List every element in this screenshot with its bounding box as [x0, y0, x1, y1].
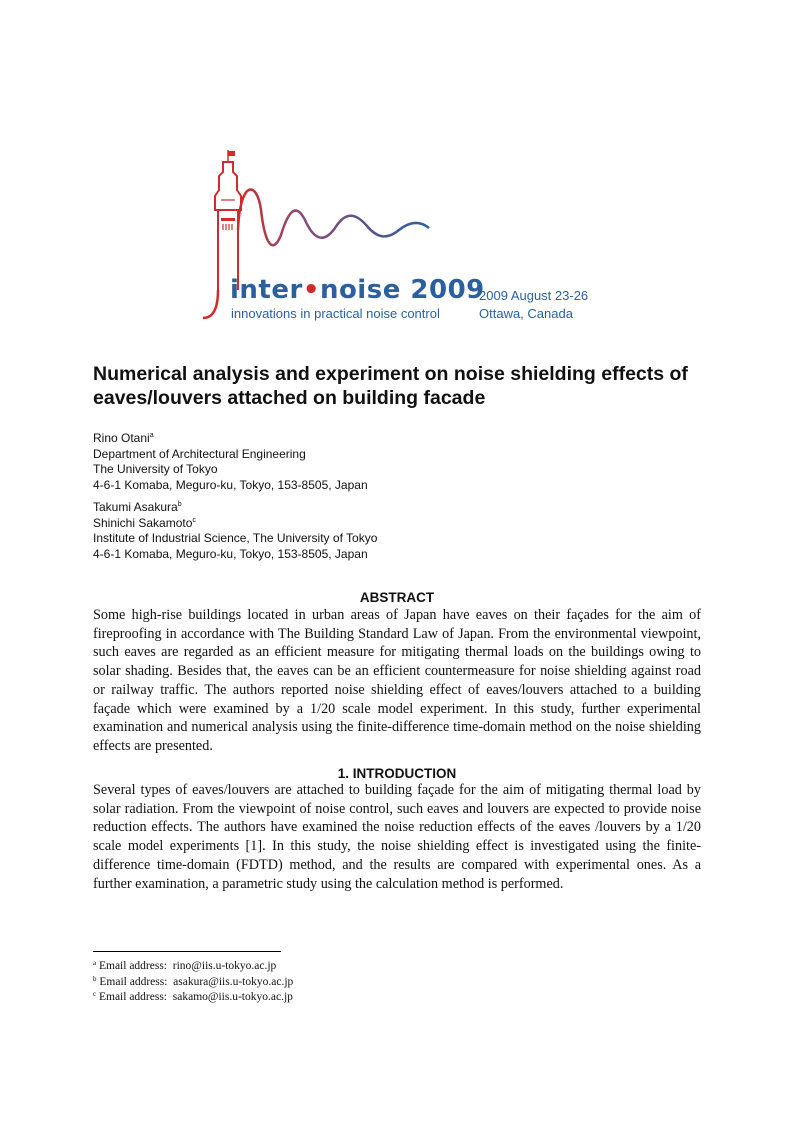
footnote-divider: [93, 951, 281, 952]
conference-date: 2009 August 23-26: [479, 288, 589, 303]
author-line: [93, 431, 613, 447]
footnote-label: Email address:: [98, 991, 168, 1003]
footnote-mark: b: [93, 974, 97, 983]
introduction-text: Several types of eaves/louvers are attached to building façade for the aim of mitigating thermal load by solar radiation. From the viewpoint of noise control, such eaves and louvers are expected to provide noise reduction effects. The authors have examined the noise reduction effects of the eaves /louvers by a 1/20 scale model experiments [1]. In this study, the noise shielding effect is investigated using the finite-difference time-domain (FDTD) method, and the results are compared with experimental ones. As a further examination, a parametric study using the calculation method is performed.: [93, 782, 701, 892]
paper-title: Numerical analysis and experiment on noise shielding effects of eaves/louvers attached on building facade: [93, 363, 688, 409]
footnote: [93, 990, 293, 1006]
footnote-mark: c: [93, 990, 97, 998]
author-line: [93, 516, 613, 532]
introduction-heading: 1. INTRODUCTION: [337, 766, 457, 781]
author-affiliation-mark: a: [149, 432, 154, 439]
logo-brand-text: inter•noise 2009: [230, 275, 485, 305]
footnotes: [93, 959, 293, 1006]
author-address: 4-6-1 Komaba, Meguro-ku, Tokyo, 153-8505, Japan: [93, 546, 368, 561]
author-institution: Institute of Industrial Science, The University of Tokyo: [93, 531, 378, 545]
footnote-email: sakamo@iis.u-tokyo.ac.jp: [172, 991, 293, 1003]
author-affiliation-mark: b: [177, 501, 182, 508]
author-address: 4-6-1 Komaba, Meguro-ku, Tokyo, 153-8505, Japan: [93, 477, 368, 492]
author-line: [93, 500, 613, 516]
logo-tagline: innovations in practical noise control: [231, 306, 440, 321]
abstract-heading: ABSTRACT: [359, 590, 435, 605]
conference-logo: [195, 150, 615, 320]
footnote: [93, 959, 293, 975]
footnote: [93, 975, 293, 991]
conference-location: Ottawa, Canada: [479, 306, 573, 321]
author-name: Takumi Asakura: [93, 500, 178, 514]
footnote-label: Email address:: [99, 975, 168, 988]
author-institution: The University of Tokyo: [93, 462, 218, 476]
logo-brand-dot: •: [302, 275, 320, 305]
author-affiliation-mark: c: [192, 516, 196, 524]
author-block-2: [93, 500, 613, 562]
abstract-text: Some high-rise buildings located in urban areas of Japan have eaves on their façades for the aim of fireproofing in accordance with The Building Standard Law of Japan. From the environmental viewpoint, such eaves are regarded as an efficient measure for mitigating thermal loads on the buildings owing to solar shading. Besides that, the eaves can be an efficient countermeasure for noise shielding against road or railway traffic. The authors reported noise shielding effect of eaves/louvers attached to a building façade which were examined by a 1/20 scale model experiment. In this study, further experimental examination and numerical analysis using the finite-difference time-domain method on the noise shielding effects are presented.: [93, 607, 701, 754]
author-block-1: [93, 431, 613, 493]
footnote-email: asakura@iis.u-tokyo.ac.jp: [173, 975, 294, 988]
footnote-mark: a: [93, 959, 97, 967]
author-name: Rino Otani: [93, 431, 150, 445]
footnote-email: rino@iis.u-tokyo.ac.jp: [172, 960, 277, 972]
author-name: Shinichi Sakamoto: [93, 515, 193, 530]
footnote-label: Email address:: [98, 960, 168, 972]
author-department: Department of Architectural Engineering: [93, 446, 306, 461]
